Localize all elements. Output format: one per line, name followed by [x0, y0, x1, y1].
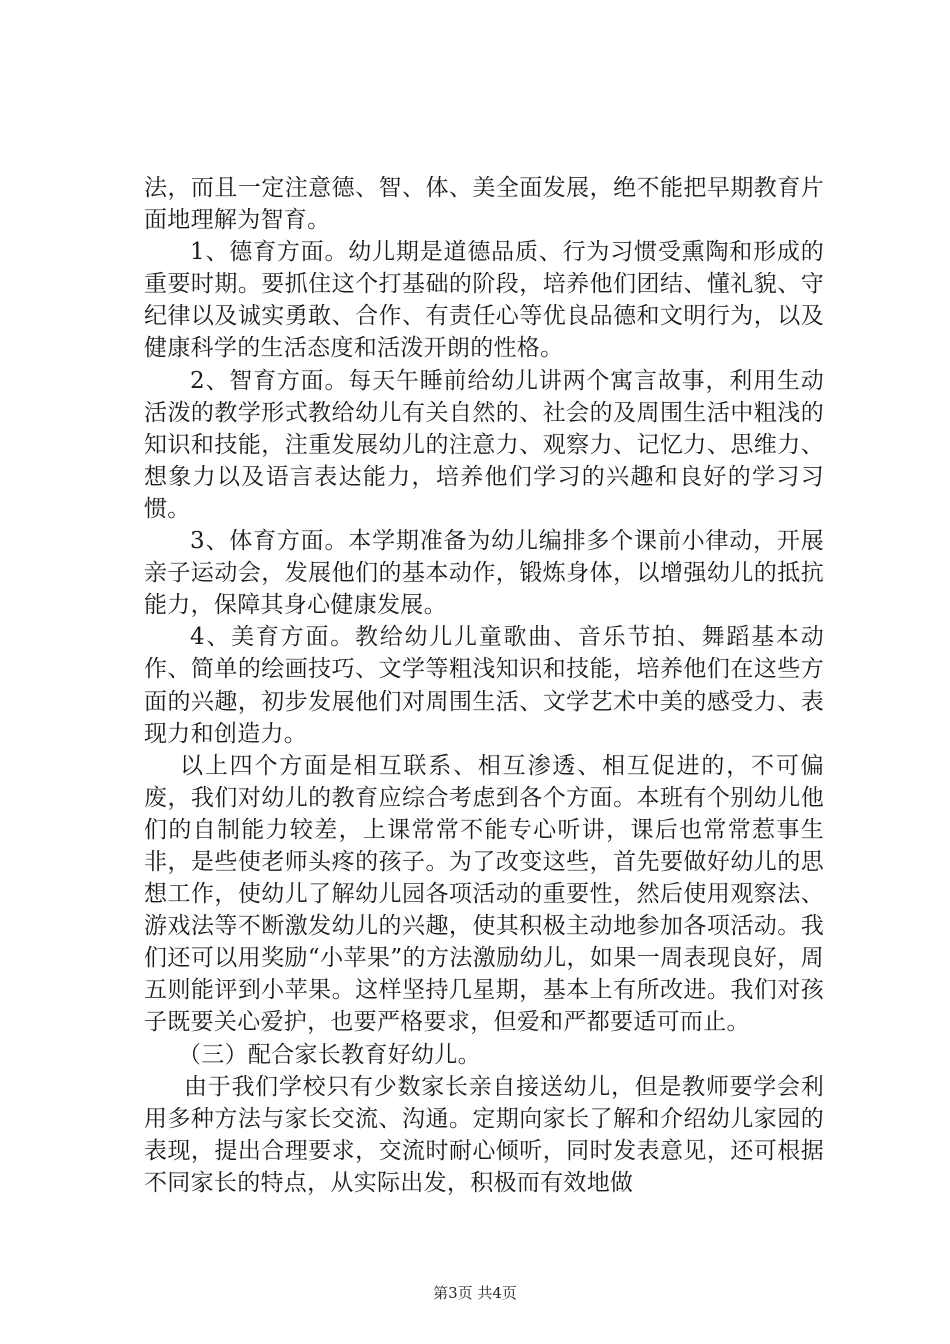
section-heading-parents: （三）配合家长教育好幼儿。 — [178, 1041, 481, 1068]
page-number-footer: 第3页 共4页 — [433, 1284, 517, 1302]
paragraph-continuation: 法，而且一定注意德、智、体、美全面发展，绝不能把早期教育片面地理解为智育。 — [144, 175, 824, 234]
document-body — [144, 172, 824, 1199]
paragraph-intellectual-education: 2、智育方面。每天午睡前给幼儿讲两个寓言故事，利用生动活泼的教学形式教给幼儿有关自然的、社会的及周围生活中粗浅的知识和技能，注重发展幼儿的注意力、观察力、记忆力、思维力、想象力以及语言表达能力，培养他们学习的兴趣和良好的学习习惯。 — [144, 367, 824, 522]
paragraph-parents-communication: 由于我们学校只有少数家长亲自接送幼儿，但是教师要学会利用多种方法与家长交流、沟通。定期向家长了解和介绍幼儿家园的表现，提出合理要求，交流时耐心倾听，同时发表意见，还可根据不同家长的特点，从实际出发，积极而有效地做 — [144, 1073, 824, 1196]
paragraph-physical-education: 3、体育方面。本学期准备为幼儿编排多个课前小律动，开展亲子运动会，发展他们的基本动作，锻炼身体，以增强幼儿的抵抗能力，保障其身心健康发展。 — [144, 528, 824, 619]
paragraph-aesthetic-education: 4、美育方面。教给幼儿儿童歌曲、音乐节拍、舞蹈基本动作、简单的绘画技巧、文学等粗浅知识和技能，培养他们在这些方面的兴趣，初步发展他们对周围生活、文学艺术中美的感受力、表现力和创造力。 — [144, 624, 824, 747]
paragraph-moral-education: 1、德育方面。幼儿期是道德品质、行为习惯受熏陶和形成的重要时期。要抓住这个打基础的阶段，培养他们团结、懂礼貌、守纪律以及诚实勇敢、合作、有责任心等优良品德和文明行为，以及健康科学的生活态度和活泼开朗的性格。 — [144, 239, 824, 362]
paragraph-four-aspects: 以上四个方面是相互联系、相互渗透、相互促进的，不可偏废，我们对幼儿的教育应综合考虑到各个方面。本班有个别幼儿他们的自制能力较差，上课常常不能专心听讲，课后也常常惹事生非，是些使老师头疼的孩子。为了改变这些，首先要做好幼儿的思想工作，使幼儿了解幼儿园各项活动的重要性，然后使用观察法、游戏法等不断激发幼儿的兴趣，使其积极主动地参加各项活动。我们还可以用奖励“小苹果”的方法激励幼儿，如果一周表现良好，周五则能评到小苹果。这样坚持几星期，基本上有所改进。我们对孩子既要关心爱护，也要严格要求，但爱和严都要适可而止。 — [144, 752, 824, 1036]
